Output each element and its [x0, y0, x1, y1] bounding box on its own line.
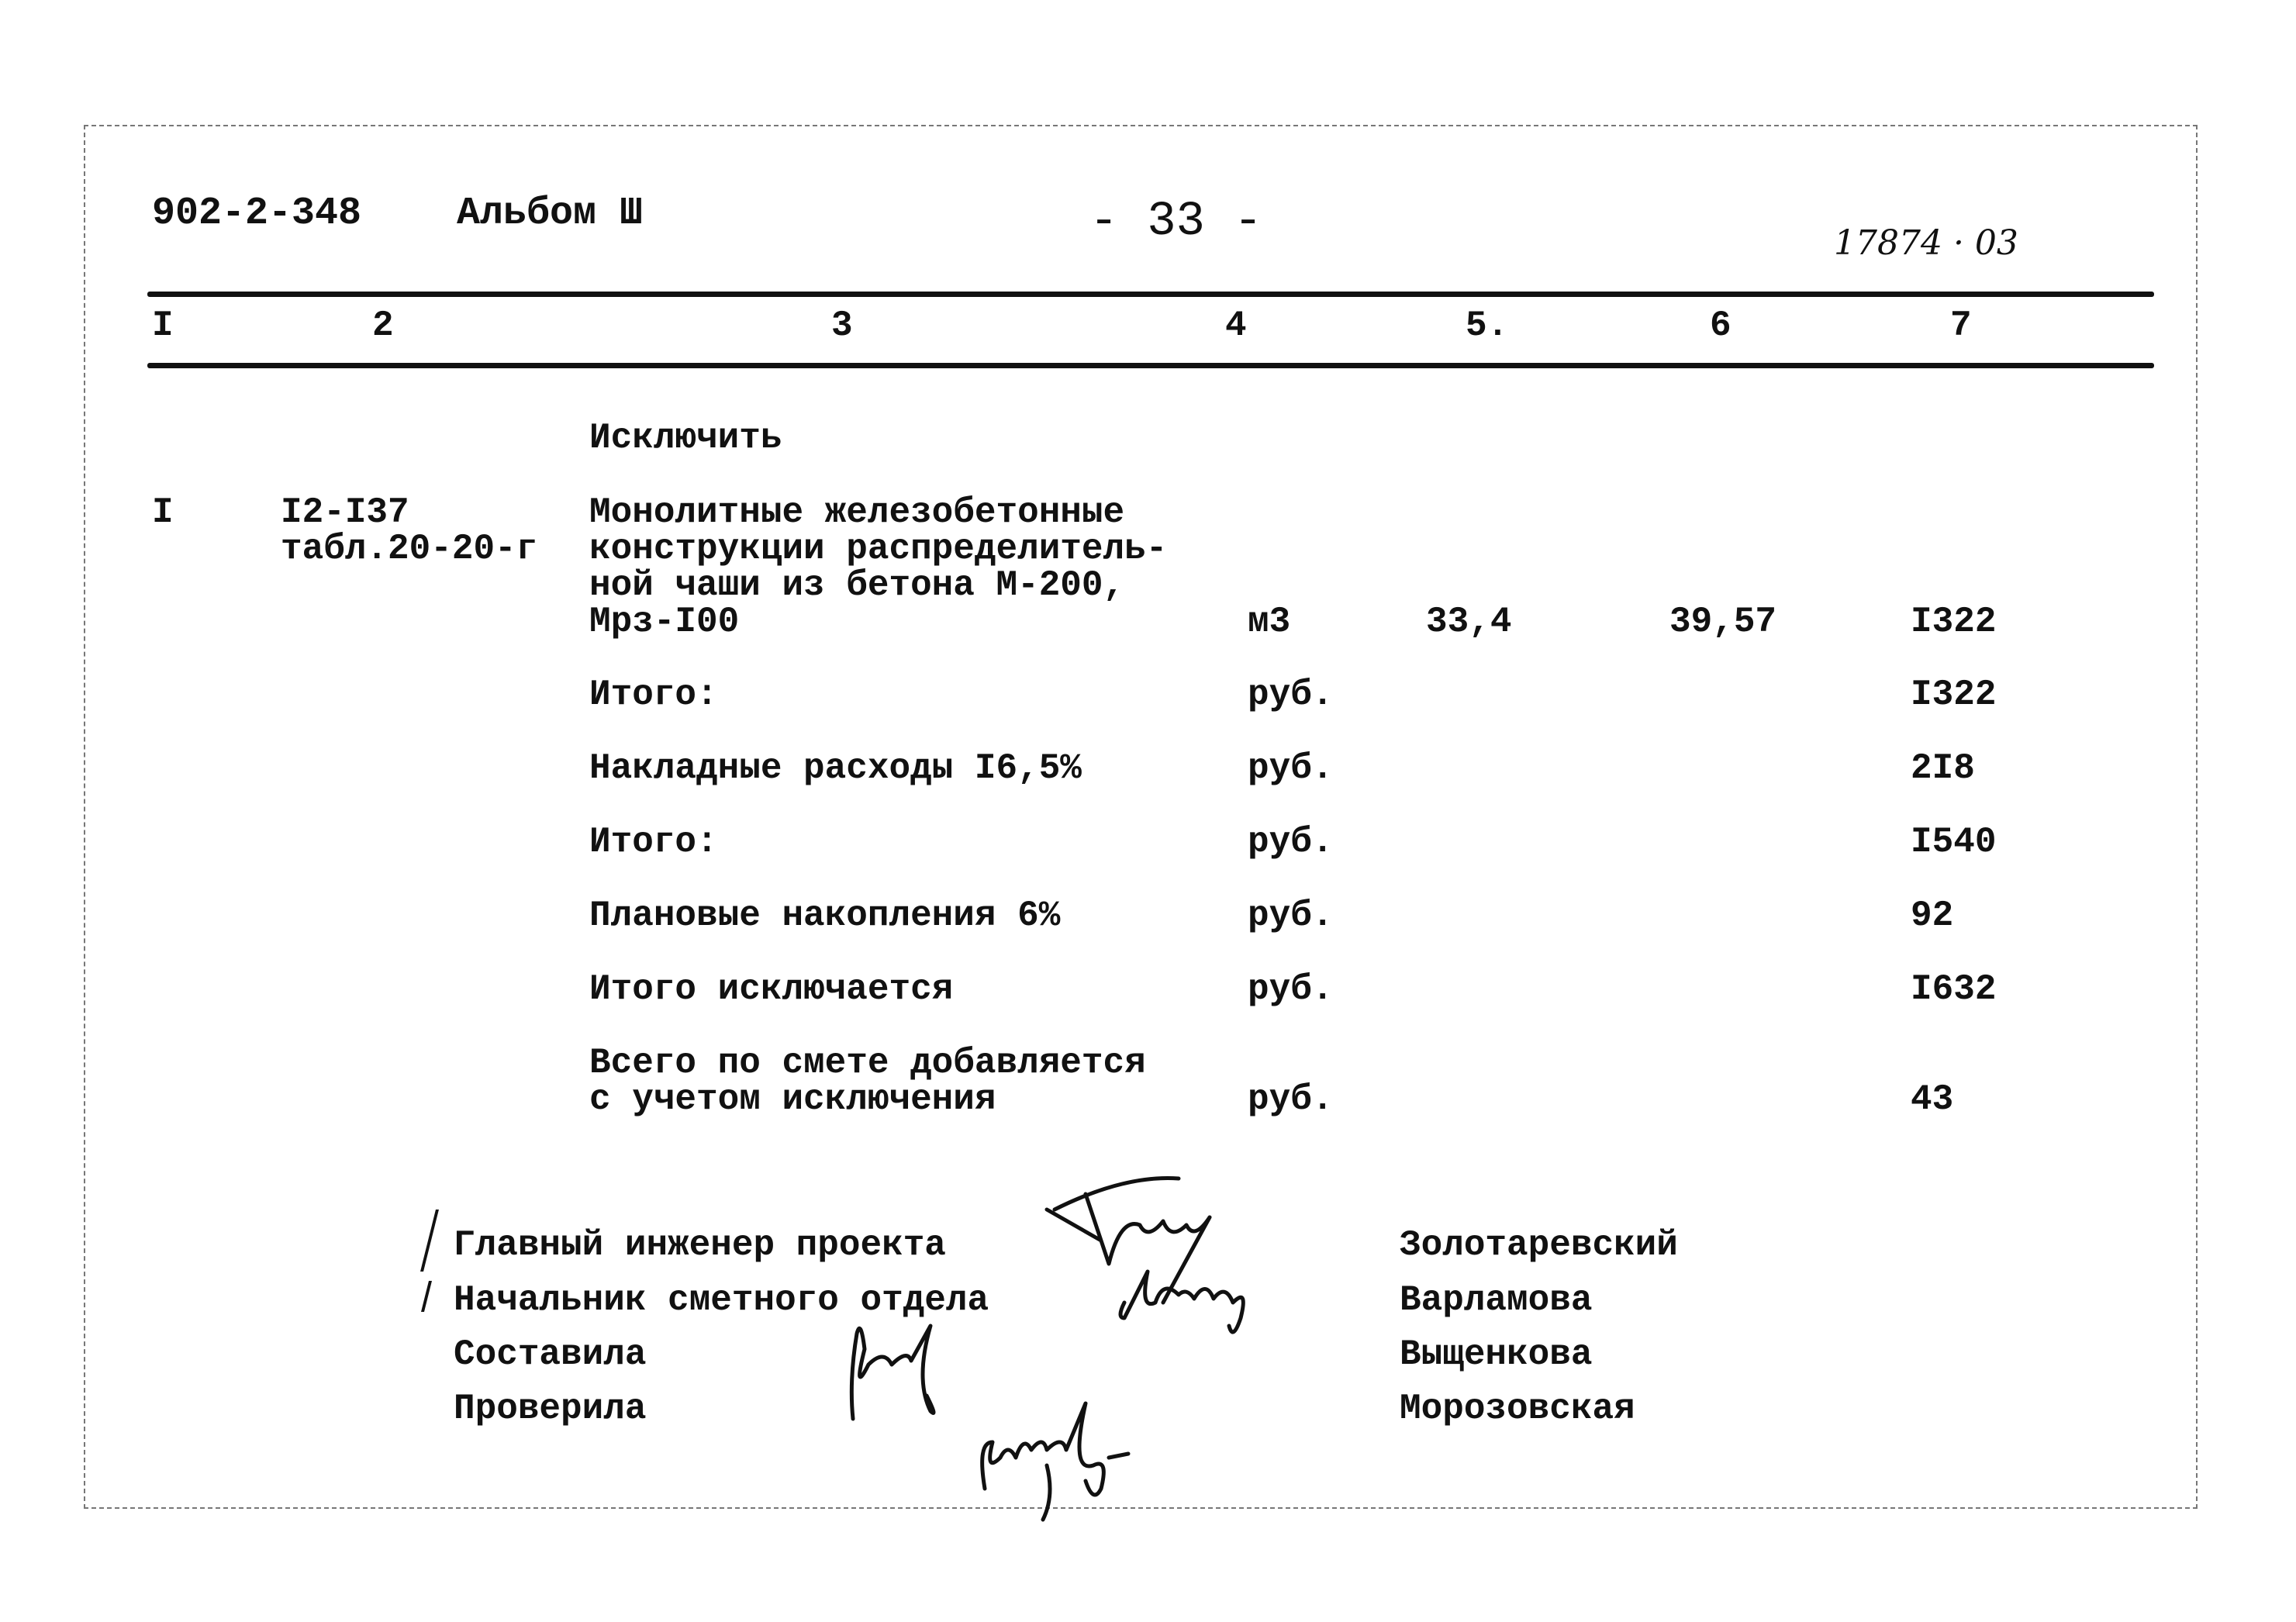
- signature-role: Главный инженер проекта: [454, 1225, 946, 1265]
- item-total: I322: [1911, 602, 1997, 642]
- summary-unit: руб.: [1248, 969, 1334, 1009]
- summary-unit: руб.: [1248, 748, 1334, 789]
- summary-label: Итого исключается: [589, 969, 954, 1009]
- item-unit: м3: [1248, 602, 1291, 642]
- item-unit-price: 39,57: [1669, 602, 1777, 642]
- summary-value: 43: [1911, 1079, 1954, 1120]
- summary-label: с учетом исключения: [589, 1079, 996, 1120]
- signatory-name: Варламова: [1400, 1280, 1593, 1320]
- summary-unit: руб.: [1248, 822, 1334, 862]
- summary-value: I632: [1911, 969, 1997, 1009]
- signature-role: Проверила: [454, 1389, 647, 1429]
- signatory-name: Золотаревский: [1400, 1225, 1678, 1265]
- column-header-5: 5.: [1466, 305, 1509, 346]
- summary-value: 92: [1911, 896, 1954, 936]
- signatory-name: Морозовская: [1400, 1389, 1635, 1429]
- album-label: Альбом Ш: [457, 192, 644, 236]
- summary-unit: руб.: [1248, 896, 1334, 936]
- item-description-line: Монолитные железобетонные: [589, 492, 1125, 533]
- summary-unit: руб.: [1248, 675, 1334, 715]
- column-header-3: 3: [831, 305, 853, 346]
- signature-role: Составила: [454, 1334, 647, 1375]
- column-header-1: I: [152, 305, 174, 346]
- column-header-6: 6: [1710, 305, 1731, 346]
- registration-number: 17874 · 03: [1834, 223, 2018, 263]
- signature-compiler: [851, 1326, 934, 1419]
- summary-label: Плановые накопления 6%: [589, 896, 1061, 936]
- summary-value: I540: [1911, 822, 1997, 862]
- summary-label: Всего по смете добавляется: [589, 1043, 1146, 1083]
- item-quantity: 33,4: [1426, 602, 1512, 642]
- item-description-line: Мрз-I00: [589, 602, 740, 642]
- item-table-ref: табл.20-20-г: [281, 529, 538, 569]
- signature-role: Начальник сметного отдела: [454, 1280, 989, 1320]
- page-number: - 33 -: [1089, 194, 1263, 249]
- summary-label: Накладные расходы I6,5%: [589, 748, 1082, 789]
- column-header-4: 4: [1225, 305, 1247, 346]
- summary-value: 2I8: [1911, 748, 1975, 789]
- summary-unit: руб.: [1248, 1079, 1334, 1120]
- project-code: 902-2-348: [152, 192, 362, 236]
- section-title: Исключить: [589, 418, 782, 458]
- summary-label: Итого:: [589, 822, 718, 862]
- signature-chief-engineer: [1047, 1179, 1210, 1303]
- signature-checker: [982, 1403, 1128, 1520]
- item-code: I2-I37: [281, 492, 409, 533]
- signature-estimate-head: [1120, 1272, 1243, 1332]
- item-description-line: конструкции распределитель-: [589, 529, 1168, 569]
- summary-label: Итого:: [589, 675, 718, 715]
- item-description-line: ной чаши из бетона М-200,: [589, 565, 1125, 606]
- summary-value: I322: [1911, 675, 1997, 715]
- signatory-name: Выщенкова: [1400, 1334, 1593, 1375]
- item-number: I: [152, 492, 174, 533]
- column-header-7: 7: [1950, 305, 1972, 346]
- column-header-2: 2: [372, 305, 394, 346]
